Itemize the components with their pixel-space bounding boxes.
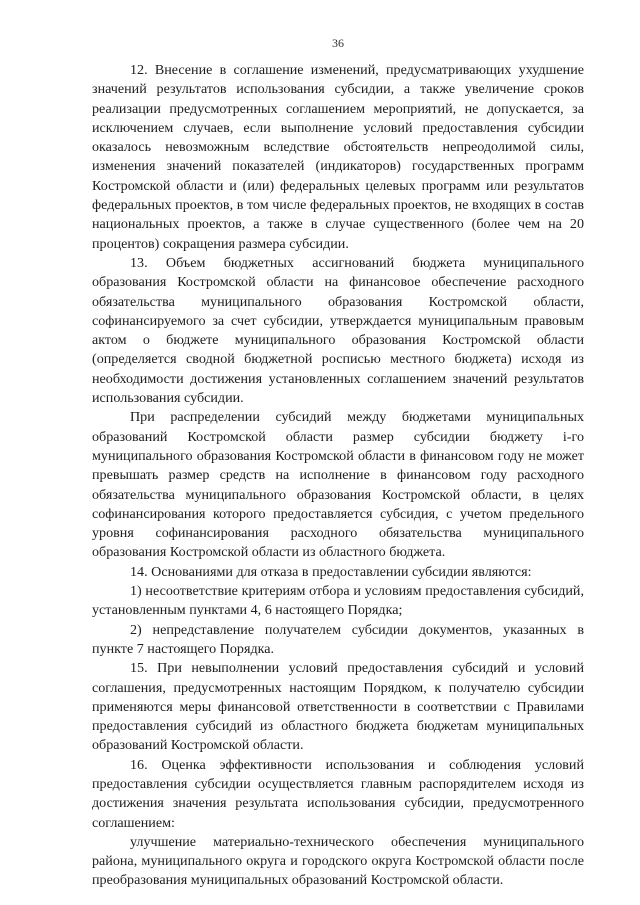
paragraph-14-item-1: 1) несоответствие критериям отбора и условиям предоставления субсидий, установленным пунктами 4, 6 настоящего Порядка; <box>92 583 584 619</box>
paragraph-14-item-2: 2) непредставление получателем субсидии документов, указанных в пункте 7 настоящего Порядка. <box>92 621 584 657</box>
page-number: 36 <box>332 36 344 50</box>
paragraph-16-result: улучшение материально-технического обеспечения муниципального района, муниципального округа и городского округа Костромской области после преобразования муниципальных образований Костромской области. <box>92 833 584 889</box>
document-body <box>92 61 584 891</box>
paragraph-13: 13. Объем бюджетных ассигнований бюджета муниципального образования Костромской области на финансовое обеспечение расходного обязательства муниципального образования Костромской области, софинансируемого за счет субсидии, утверждается муниципальным правовым актом о бюджете муниципального образования Костромской области (определяется сводной бюджетной росписью местного бюджета) исходя из необходимости достижения установленных соглашением значений результатов использования субсидии. <box>92 254 584 407</box>
paragraph-13-distribution: При распределении субсидий между бюджетами муниципальных образований Костромской области размер субсидии бюджету i-го муниципального образования Костромской области в финансовом году не может превышать размер средств на исполнение в финансовом году расходного обязательства муниципального образования Костромской области, в целях софинансирования которого предоставляется субсидия, с учетом предельного уровня софинансирования расходного обязательства муниципального образования Костромской области из областного бюджета. <box>92 409 584 561</box>
paragraph-14: 14. Основаниями для отказа в предоставлении субсидии являются: <box>130 563 532 580</box>
paragraph-12: 12. Внесение в соглашение изменений, предусматривающих ухудшение значений результатов использования субсидии, а также увеличение сроков реализации предусмотренных соглашением мероприятий, не допускается, за исключением случаев, если выполнение условий предоставления субсидии оказалось невозможным вследствие обстоятельств непреодолимой силы, изменения значений показателей (индикаторов) государственных программ Костромской области и (или) федеральных целевых программ или результатов федеральных проектов, в том числе федеральных проектов, не входящих в состав национальных проектов, а также в случае существенного (более чем на 20 процентов) сокращения размера субсидии. <box>92 62 584 252</box>
paragraph-15: 15. При невыполнении условий предоставления субсидий и условий соглашения, предусмотренных настоящим Порядком, к получателю субсидии применяются меры финансовой ответственности в соответствии с Правилами предоставления субсидий из областного бюджета бюджетам муниципальных образований Костромской области. <box>92 660 584 754</box>
paragraph-16: 16. Оценка эффективности использования и соблюдения условий предоставления субсидии осуществляется главным распорядителем исходя из достижения значения результата использования субсидии, предусмотренного соглашением: <box>92 756 584 831</box>
